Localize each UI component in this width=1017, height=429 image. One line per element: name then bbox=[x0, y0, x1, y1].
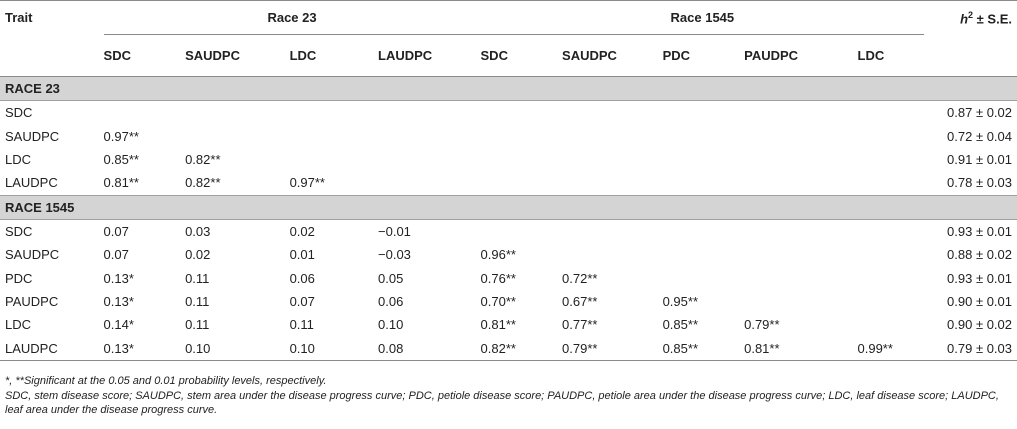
heritability-se-label: ± S.E. bbox=[973, 10, 1012, 26]
correlation-cell: 0.79** bbox=[562, 337, 663, 361]
col-header: PAUDPC bbox=[744, 35, 857, 77]
abbreviations-note: SDC, stem disease score; SAUDPC, stem area under the disease progress curve; PDC, petiole disease score; PAUDPC, petiole area under the disease progress curve; LDC, leaf disease score; LAUDPC, leaf area under the disease progress curve. bbox=[5, 389, 999, 416]
correlation-cell bbox=[378, 101, 481, 125]
correlation-cell bbox=[663, 148, 745, 171]
col-header: LDC bbox=[858, 35, 925, 77]
correlation-cell bbox=[562, 171, 663, 195]
correlation-cell bbox=[858, 313, 925, 336]
correlation-cell: 0.81** bbox=[480, 317, 516, 333]
correlation-cell bbox=[858, 148, 925, 171]
correlation-cell bbox=[663, 124, 745, 147]
correlation-cell: 0.06 bbox=[289, 270, 315, 286]
race23-group-header: Race 23 bbox=[104, 1, 481, 35]
table-row bbox=[0, 337, 1017, 361]
correlation-cell: 0.03 bbox=[185, 223, 211, 239]
correlation-cell bbox=[290, 148, 378, 171]
heritability-symbol: h bbox=[960, 10, 969, 26]
row-trait-label: LDC bbox=[5, 317, 32, 333]
correlation-cell: 0.82** bbox=[185, 151, 221, 167]
heritability-cell: 0.90 ± 0.01 bbox=[947, 293, 1012, 309]
correlation-cell: 0.02 bbox=[289, 223, 315, 239]
correlation-cell: −0.03 bbox=[378, 247, 411, 263]
table-body bbox=[0, 77, 1017, 361]
table-row bbox=[0, 219, 1017, 243]
correlation-cell: 0.07 bbox=[289, 293, 315, 309]
correlation-cell bbox=[744, 101, 857, 125]
correlation-cell: 0.97** bbox=[289, 175, 325, 191]
heritability-cell: 0.72 ± 0.04 bbox=[947, 128, 1012, 144]
correlation-cell: 0.07 bbox=[103, 223, 129, 239]
correlation-cell bbox=[663, 243, 745, 266]
correlation-cell: 0.11 bbox=[185, 270, 210, 286]
correlation-cell: 0.82** bbox=[481, 337, 563, 361]
correlation-cell bbox=[744, 290, 857, 313]
table-row bbox=[0, 313, 1017, 336]
correlation-cell bbox=[562, 243, 663, 266]
correlation-cell bbox=[378, 171, 481, 195]
correlation-cell bbox=[481, 148, 563, 171]
heritability-cell: 0.87 ± 0.02 bbox=[947, 105, 1012, 121]
table-row bbox=[0, 290, 1017, 313]
heritability-cell: 0.79 ± 0.03 bbox=[924, 337, 1017, 361]
row-trait-label: PAUDPC bbox=[5, 293, 59, 309]
table-row bbox=[0, 171, 1017, 195]
correlation-cell bbox=[481, 219, 563, 243]
header-spacer bbox=[0, 35, 104, 77]
heritability-cell: 0.88 ± 0.02 bbox=[947, 247, 1012, 263]
heritability-header bbox=[924, 1, 1017, 35]
correlation-cell bbox=[663, 219, 745, 243]
correlation-cell: 0.14* bbox=[103, 317, 134, 333]
row-trait-label: PDC bbox=[5, 270, 33, 286]
col-header: LDC bbox=[290, 35, 378, 77]
heritability-superscript: 2 bbox=[968, 9, 974, 20]
col-header: PDC bbox=[663, 35, 745, 77]
correlation-cell: 0.76** bbox=[480, 270, 516, 286]
correlation-cell bbox=[744, 266, 857, 289]
correlation-cell: 0.07 bbox=[103, 247, 129, 263]
correlation-cell: 0.08 bbox=[378, 337, 481, 361]
correlation-cell bbox=[744, 171, 857, 195]
correlation-cell bbox=[744, 124, 857, 147]
correlation-cell bbox=[858, 290, 925, 313]
heritability-cell: 0.91 ± 0.01 bbox=[947, 151, 1012, 167]
correlation-cell bbox=[562, 124, 663, 147]
correlation-cell: 0.82** bbox=[185, 175, 221, 191]
col-header: LAUDPC bbox=[378, 35, 481, 77]
header-row-groups bbox=[0, 1, 1017, 35]
correlation-cell bbox=[744, 148, 857, 171]
heritability-cell: 0.93 ± 0.01 bbox=[947, 270, 1012, 286]
section-label: RACE 1545 bbox=[0, 195, 1017, 219]
col-header: SDC bbox=[481, 35, 563, 77]
section-row bbox=[0, 195, 1017, 219]
correlation-cell bbox=[858, 219, 925, 243]
row-trait-label: SAUDPC bbox=[5, 247, 60, 263]
correlation-cell: 0.05 bbox=[378, 270, 404, 286]
correlation-cell bbox=[562, 148, 663, 171]
row-trait-label: SAUDPC bbox=[5, 128, 60, 144]
correlation-cell: 0.72** bbox=[562, 270, 598, 286]
table-row bbox=[0, 266, 1017, 289]
correlation-cell bbox=[481, 101, 563, 125]
correlation-cell bbox=[663, 266, 745, 289]
row-trait-label: LDC bbox=[5, 151, 32, 167]
correlation-cell bbox=[744, 243, 857, 266]
correlation-cell bbox=[104, 101, 186, 125]
correlation-cell bbox=[663, 101, 745, 125]
correlation-cell: 0.01 bbox=[289, 247, 315, 263]
correlation-cell bbox=[481, 171, 563, 195]
correlation-cell bbox=[858, 243, 925, 266]
correlation-cell bbox=[744, 219, 857, 243]
correlation-cell: 0.77** bbox=[562, 317, 598, 333]
header-spacer bbox=[924, 35, 1017, 77]
row-trait-label: SDC bbox=[5, 223, 33, 239]
race1545-group-header: Race 1545 bbox=[481, 1, 925, 35]
correlation-cell: −0.01 bbox=[378, 223, 411, 239]
correlation-cell: 0.79** bbox=[744, 317, 780, 333]
row-trait-label: SDC bbox=[5, 105, 33, 121]
col-header: SDC bbox=[104, 35, 186, 77]
correlation-cell: 0.10 bbox=[290, 337, 378, 361]
table-row bbox=[0, 101, 1017, 125]
table-row bbox=[0, 148, 1017, 171]
correlation-cell bbox=[481, 124, 563, 147]
correlation-cell bbox=[185, 124, 289, 147]
correlation-cell bbox=[378, 148, 481, 171]
correlation-cell bbox=[858, 171, 925, 195]
correlation-cell: 0.06 bbox=[378, 293, 404, 309]
row-trait-label: LAUDPC bbox=[5, 175, 58, 191]
correlation-cell: 0.97** bbox=[103, 128, 139, 144]
section-label: RACE 23 bbox=[0, 77, 1017, 101]
correlation-cell bbox=[185, 101, 289, 125]
col-header: SAUDPC bbox=[185, 35, 289, 77]
correlation-cell: 0.10 bbox=[185, 337, 289, 361]
col-header: SAUDPC bbox=[562, 35, 663, 77]
correlation-cell: 0.99** bbox=[858, 337, 925, 361]
correlation-cell bbox=[562, 219, 663, 243]
header-row-traits bbox=[0, 35, 1017, 77]
row-trait-label: LAUDPC bbox=[0, 337, 104, 361]
correlation-cell bbox=[562, 101, 663, 125]
correlation-cell bbox=[858, 124, 925, 147]
correlation-cell: 0.13* bbox=[104, 337, 186, 361]
table-row bbox=[0, 243, 1017, 266]
correlation-cell bbox=[663, 171, 745, 195]
correlation-cell: 0.11 bbox=[185, 317, 210, 333]
correlation-cell bbox=[290, 101, 378, 125]
correlation-cell: 0.81** bbox=[103, 175, 139, 191]
correlation-cell: 0.70** bbox=[480, 293, 516, 309]
correlation-cell bbox=[290, 124, 378, 147]
correlation-cell: 0.95** bbox=[662, 293, 698, 309]
correlation-cell bbox=[378, 124, 481, 147]
significance-note: *, **Significant at the 0.05 and 0.01 probability levels, respectively. bbox=[5, 375, 327, 387]
section-row bbox=[0, 77, 1017, 101]
correlation-cell: 0.02 bbox=[185, 247, 211, 263]
correlation-cell: 0.85** bbox=[103, 151, 139, 167]
correlation-cell: 0.96** bbox=[480, 247, 516, 263]
correlation-cell: 0.67** bbox=[562, 293, 598, 309]
correlation-cell bbox=[858, 101, 925, 125]
correlation-cell: 0.13* bbox=[103, 270, 134, 286]
correlation-cell bbox=[858, 266, 925, 289]
correlation-cell: 0.10 bbox=[378, 317, 404, 333]
correlation-cell: 0.13* bbox=[103, 293, 134, 309]
table-row bbox=[0, 124, 1017, 147]
correlation-cell: 0.11 bbox=[289, 317, 314, 333]
correlation-cell: 0.85** bbox=[662, 317, 698, 333]
heritability-cell: 0.90 ± 0.02 bbox=[947, 317, 1012, 333]
correlation-cell: 0.11 bbox=[185, 293, 210, 309]
heritability-cell: 0.78 ± 0.03 bbox=[947, 175, 1012, 191]
trait-header: Trait bbox=[5, 10, 33, 26]
table-footnotes bbox=[5, 374, 1010, 418]
correlation-cell: 0.85** bbox=[663, 337, 745, 361]
correlation-cell: 0.81** bbox=[744, 337, 857, 361]
heritability-cell: 0.93 ± 0.01 bbox=[947, 223, 1012, 239]
